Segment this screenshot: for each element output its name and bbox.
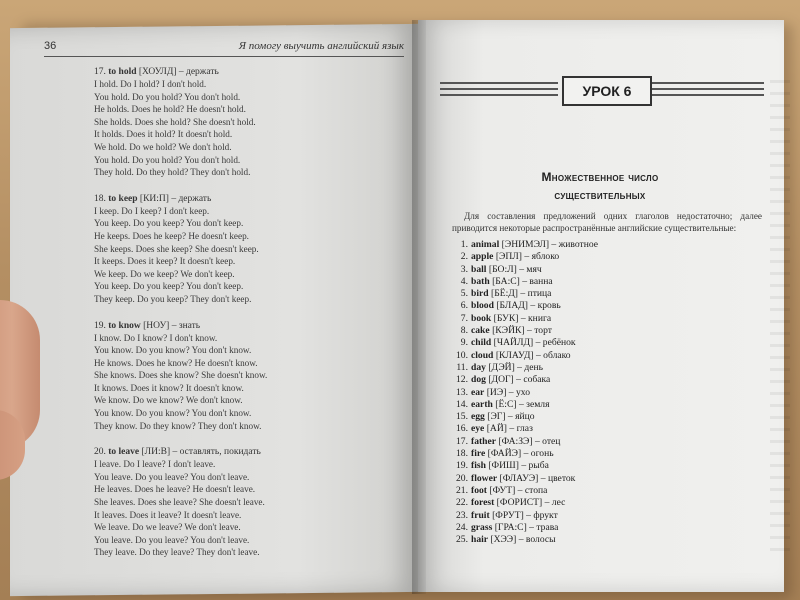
conjugation-line: You keep. Do you keep? You don't keep.	[94, 281, 244, 292]
vocab-number: 1.	[460, 239, 468, 250]
banner-rule	[652, 94, 764, 96]
conjugation-line: She knows. Does she know? She doesn't know.	[94, 370, 268, 381]
conjugation-line: You leave. Do you leave? You don't leave.	[94, 471, 250, 482]
vocab-word: forest	[471, 497, 495, 509]
vocab-definition: [ЭПЛ] – яблоко	[495, 251, 560, 263]
vocab-definition: [БА:С] – ванна	[492, 275, 553, 287]
running-header	[44, 40, 404, 57]
verb-block	[94, 446, 404, 559]
verb-translation: – оставлять, покидать	[172, 447, 261, 458]
vocabulary-item	[452, 313, 762, 325]
conjugation-line: We know. Do we know? We don't know.	[94, 395, 243, 406]
vocabulary-item	[452, 288, 762, 300]
vocab-number: 23.	[456, 509, 468, 521]
verb-heading	[94, 193, 404, 205]
verb-number: 19.	[94, 320, 106, 331]
vocabulary-item	[452, 436, 762, 448]
vocab-number: 25.	[456, 534, 468, 546]
vocabulary-item	[452, 374, 762, 386]
vocab-number: 5.	[460, 288, 468, 300]
vocabulary-item	[452, 251, 762, 263]
vocab-definition: [ФРУТ] – фрукт	[492, 509, 558, 521]
verb-word: to keep	[108, 193, 138, 204]
conjugation-line: He knows. Does he know? He doesn't know.	[94, 357, 258, 368]
vocab-number: 12.	[456, 374, 468, 386]
vocab-number: 19.	[456, 460, 468, 472]
verb-transcription: [ЛИ:В]	[141, 447, 171, 458]
lesson-banner	[440, 76, 780, 104]
vocab-word: book	[471, 312, 492, 324]
verb-block	[94, 193, 404, 306]
vocabulary-item	[452, 276, 762, 288]
vocab-word: child	[471, 337, 492, 349]
vocabulary-item	[452, 325, 762, 337]
section-title	[440, 168, 760, 204]
vocab-word: earth	[471, 398, 493, 410]
conjugation-line: They keep. Do you keep? They don't keep.	[94, 293, 252, 304]
vocabulary-item	[452, 387, 762, 399]
running-title: Я помогу выучить английский язык	[238, 40, 404, 52]
vocab-word: blood	[471, 300, 494, 312]
vocab-number: 20.	[456, 472, 468, 484]
conjugation-line: We keep. Do we keep? We don't keep.	[94, 268, 235, 279]
book-spine	[412, 20, 426, 594]
conjugation-line: I know. Do I know? I don't know.	[94, 332, 218, 343]
conjugation-line: It holds. Does it hold? It doesn't hold.	[94, 129, 233, 140]
vocab-number: 17.	[456, 435, 468, 447]
verb-transcription: [НОУ]	[143, 320, 170, 331]
vocab-number: 8.	[460, 325, 468, 337]
verb-number: 20.	[94, 447, 106, 458]
vocab-number: 7.	[460, 312, 468, 324]
conjugation-line: They know. Do they know? They don't know.	[94, 420, 262, 431]
vocabulary-item	[452, 264, 762, 276]
vocab-definition: [ДОГ] – собака	[488, 374, 551, 386]
verb-translation: – держать	[178, 67, 219, 77]
banner-rule	[652, 82, 764, 84]
vocab-word: cloud	[471, 349, 494, 361]
banner-rule	[652, 88, 764, 90]
banner-rule	[440, 94, 558, 96]
verb-heading	[94, 320, 404, 332]
vocab-word: father	[471, 435, 497, 447]
section-title-line: Множественное число	[541, 170, 659, 184]
vocab-definition: [БЛАД] – кровь	[496, 300, 561, 312]
vocab-number: 16.	[456, 423, 468, 435]
vocab-definition: [ФАЙЭ] – огонь	[487, 448, 554, 460]
vocab-definition: [ЧАЙЛД] – ребёнок	[493, 337, 576, 349]
vocabulary-item	[452, 485, 762, 497]
vocab-word: dog	[471, 374, 486, 386]
vocab-definition: [ФОРИСТ] – лес	[496, 497, 566, 509]
conjugation-line: He leaves. Does he leave? He doesn't leave.	[94, 484, 256, 495]
vocab-number: 2.	[460, 251, 468, 263]
vocab-word: hair	[471, 534, 489, 546]
vocab-word: eye	[471, 423, 485, 435]
vocab-number: 22.	[456, 497, 468, 509]
vocab-definition: [КЛАУД] – облако	[495, 349, 571, 361]
conjugation-line: I keep. Do I keep? I don't keep.	[94, 205, 210, 216]
conjugation-line: You leave. Do you leave? You don't leave.	[94, 534, 250, 545]
conjugation-line: He keeps. Does he keep? He doesn't keep.	[94, 230, 249, 241]
bleed-through-text	[770, 80, 790, 560]
conjugation-line: You hold. Do you hold? You don't hold.	[94, 91, 241, 102]
verb-transcription: [КИ:П]	[139, 193, 169, 204]
conjugation-line: It keeps. Does it keep? It doesn't keep.	[94, 256, 236, 267]
vocab-number: 13.	[456, 386, 468, 398]
vocab-number: 11.	[456, 361, 468, 373]
verb-transcription: [ХОУЛД]	[138, 67, 177, 77]
vocabulary-item	[452, 350, 762, 362]
vocab-definition: [ДЭЙ] – день	[488, 361, 544, 373]
verb-translation: – знать	[171, 320, 201, 331]
vocabulary-item	[452, 448, 762, 460]
vocab-word: ear	[471, 386, 485, 398]
vocab-definition: [АЙ] – глаз	[486, 423, 533, 435]
vocab-definition: [Ё:С] – земля	[495, 398, 550, 410]
lesson-title: УРОК 6	[562, 76, 652, 106]
vocab-number: 24.	[456, 521, 468, 533]
vocab-number: 18.	[456, 448, 468, 460]
vocabulary-item	[452, 300, 762, 312]
page-number: 36	[44, 40, 57, 52]
vocabulary-item	[452, 399, 762, 411]
vocab-number: 10.	[456, 349, 468, 361]
vocabulary-item	[452, 522, 762, 534]
conjugation-line: He holds. Does he hold? He doesn't hold.	[94, 104, 246, 115]
verb-heading	[94, 66, 404, 78]
vocab-number: 14.	[456, 398, 468, 410]
vocab-word: grass	[471, 521, 493, 533]
conjugation-line: You know. Do you know? You don't know.	[94, 408, 252, 419]
conjugation-line: She holds. Does she hold? She doesn't hold.	[94, 116, 256, 127]
vocabulary-item	[452, 337, 762, 349]
vocab-definition: [ХЭЭ] – волосы	[490, 534, 556, 546]
conjugation-line: She leaves. Does she leave? She doesn't leave.	[94, 497, 265, 508]
conjugation-line: They leave. Do they leave? They don't leave.	[94, 547, 260, 558]
vocab-definition: [ЭНИМЭЛ] – животное	[501, 239, 599, 250]
section-title-line: существительных	[554, 188, 646, 202]
conjugation-line: She keeps. Does she keep? She doesn't keep.	[94, 243, 259, 254]
conjugation-line: I leave. Do I leave? I don't leave.	[94, 459, 216, 470]
verb-conjugation-list	[94, 66, 404, 573]
conjugation-line: It knows. Does it know? It doesn't know.	[94, 382, 244, 393]
verb-word: to know	[108, 320, 141, 331]
vocabulary-item	[452, 497, 762, 509]
conjugation-line: You hold. Do you hold? You don't hold.	[94, 154, 241, 165]
vocabulary-list	[452, 239, 762, 546]
verb-translation: – держать	[171, 193, 212, 204]
banner-rule	[440, 88, 558, 90]
vocabulary-item	[452, 362, 762, 374]
vocabulary-item	[452, 534, 762, 546]
vocab-word: apple	[471, 251, 494, 263]
verb-number: 18.	[94, 193, 106, 204]
vocabulary-item	[452, 423, 762, 435]
vocab-definition: [БУК] – книга	[493, 312, 552, 324]
vocab-number: 6.	[460, 300, 468, 312]
conjugation-line: It leaves. Does it leave? It doesn't leave.	[94, 509, 242, 520]
vocab-word: day	[471, 361, 486, 373]
vocab-word: flower	[471, 472, 498, 484]
vocab-definition: [ФЛАУЭ] – цветок	[499, 472, 576, 484]
vocab-number: 15.	[456, 411, 468, 423]
vocab-number: 9.	[460, 337, 468, 349]
vocab-definition: [БЁ:Д] – птица	[491, 288, 552, 300]
verb-block	[94, 320, 404, 433]
vocabulary-item	[452, 510, 762, 522]
vocab-word: egg	[471, 411, 485, 423]
conjugation-line: You know. Do you know? You don't know.	[94, 345, 252, 356]
intro-paragraph: Для составления предложений одних глаголов недостаточно; далее приводится некоторые распространённые английские существительные:	[452, 211, 762, 233]
banner-rule	[440, 82, 558, 84]
vocab-number: 21.	[456, 484, 468, 496]
vocab-definition: [ИЭ] – ухо	[486, 386, 531, 398]
vocab-word: bird	[471, 288, 489, 300]
vocab-number: 3.	[460, 263, 468, 275]
conjugation-line: They hold. Do they hold? They don't hold.	[94, 167, 251, 178]
vocab-number: 4.	[460, 275, 468, 287]
vocab-word: fruit	[471, 509, 490, 521]
conjugation-line: We hold. Do we hold? We don't hold.	[94, 141, 232, 152]
verb-block	[94, 66, 404, 179]
vocab-definition: [БО:Л] – мяч	[488, 263, 542, 275]
verb-number: 17.	[94, 67, 106, 77]
verb-word: to hold	[108, 67, 137, 77]
vocab-word: bath	[471, 275, 490, 287]
vocab-word: fire	[471, 448, 486, 460]
verb-heading	[94, 446, 404, 458]
vocab-word: foot	[471, 484, 487, 496]
vocab-word: animal	[471, 239, 500, 250]
vocab-definition: [ФА:ЗЭ] – отец	[498, 435, 561, 447]
conjugation-line: You keep. Do you keep? You don't keep.	[94, 218, 244, 229]
conjugation-line: We leave. Do we leave? We don't leave.	[94, 522, 241, 533]
vocabulary-item	[452, 473, 762, 485]
conjugation-line: I hold. Do I hold? I don't hold.	[94, 79, 207, 89]
vocab-word: ball	[471, 263, 487, 275]
verb-word: to leave	[108, 447, 140, 458]
vocab-definition: [ФУТ] – стопа	[489, 484, 548, 496]
vocabulary-item	[452, 239, 762, 251]
vocab-definition: [ГРА:С] – трава	[494, 521, 559, 533]
vocab-definition: [ФИШ] – рыба	[488, 460, 549, 472]
vocab-word: cake	[471, 325, 490, 337]
vocabulary-item	[452, 411, 762, 423]
vocab-word: fish	[471, 460, 486, 472]
vocab-definition: [ЭГ] – яйцо	[487, 411, 535, 423]
vocabulary-item	[452, 460, 762, 472]
vocab-definition: [КЭЙК] – торт	[492, 325, 552, 337]
